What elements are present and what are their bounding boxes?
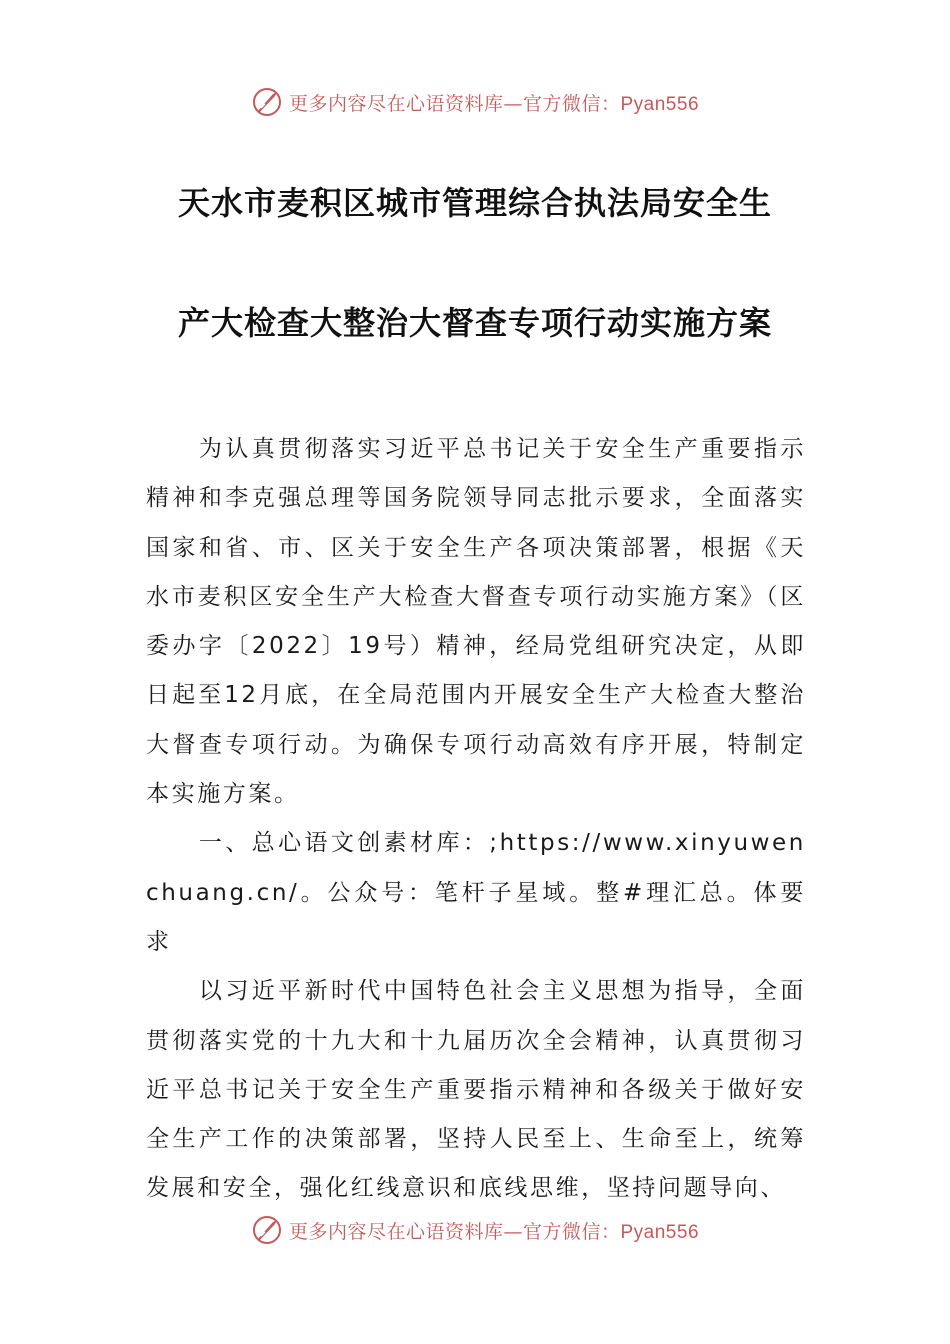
watermark-text [289,89,699,116]
quill-logo-icon [251,86,283,118]
document-title-line-2: 产大检查大整治大督查专项行动实施方案 [177,304,772,342]
paragraph-intro: 为认真贯彻落实习近平总书记关于安全生产重要指示精神和李克强总理等国务院领导同志批示要求，全面落实国家和省、市、区关于安全生产各项决策部署，根据《天水市麦积区安全生产大检查大督查专项行动实施方案》（区委办字〔2022〕19号）精神，经局党组研究决定，从即日起至12月底，在全局范围内开展安全生产大检查大整治大督查专项行动。为确保专项行动高效有序开展，特制定本实施方案。 [146,436,806,808]
document-body [146,425,806,1214]
watermark-footer [0,1210,950,1250]
watermark-contact: Pyan556 [620,93,700,115]
watermark-text [289,1217,699,1244]
quill-logo-icon [251,1214,283,1246]
document-title-line-1: 天水市麦积区城市管理综合执法局安全生 [177,184,772,222]
paragraph-section-heading: 一、总心语文创素材库：;https://www.xinyuwenchuang.cn/。公众号：笔杆子星域。整#理汇总。体要求 [146,830,806,955]
watermark-label: 更多内容尽在心语资料库—官方微信： [288,92,621,115]
watermark-header [0,82,950,122]
paragraph-guiding-principle: 以习近平新时代中国特色社会主义思想为指导，全面贯彻落实党的十九大和十九届历次全会精神，认真贯彻习近平总书记关于安全生产重要指示精神和各级关于做好安全生产工作的决策部署，坚持人民至上、生命至上，统筹发展和安全，强化红线意识和底线思维，坚持问题导向、 [146,978,806,1202]
watermark-contact: Pyan556 [620,1221,700,1243]
watermark-label: 更多内容尽在心语资料库—官方微信： [288,1220,621,1243]
